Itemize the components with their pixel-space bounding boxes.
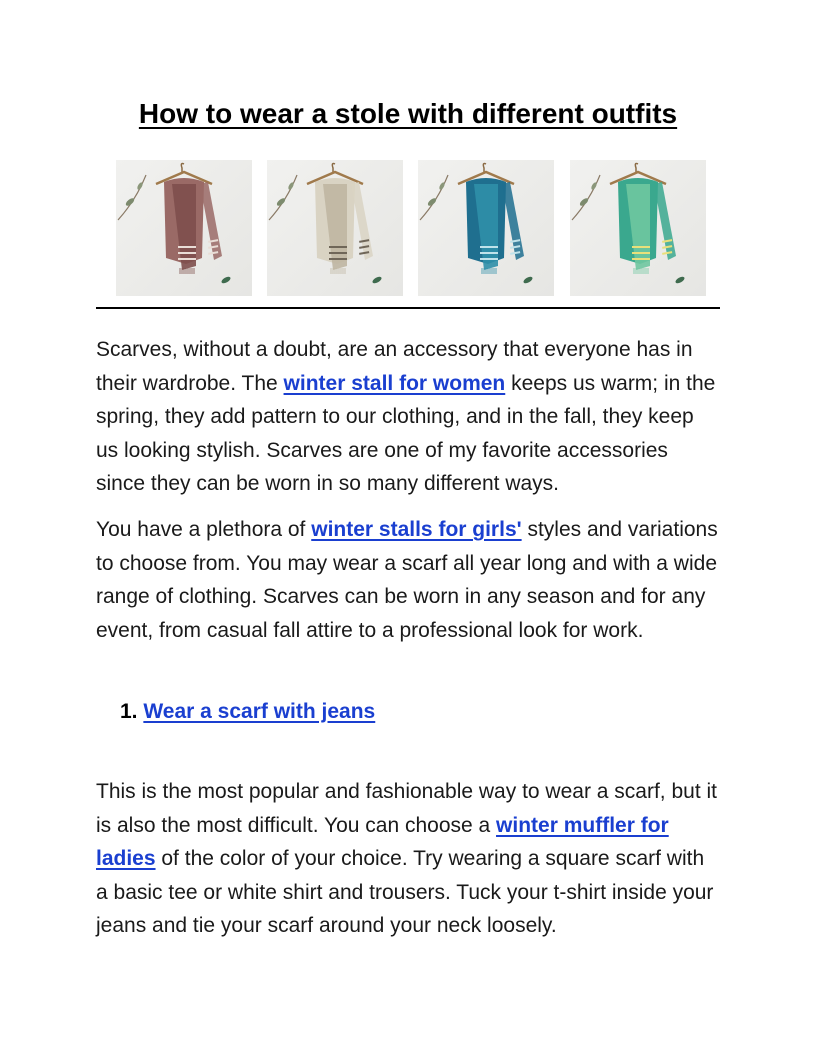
- paragraph-text: You have a plethora of: [96, 518, 312, 541]
- scarf-image-3: [418, 160, 554, 296]
- scarf-gallery: [116, 160, 716, 296]
- scarf-image-4: [570, 160, 706, 296]
- wear-scarf-jeans-link[interactable]: Wear a scarf with jeans: [143, 700, 376, 723]
- page-title: How to wear a stole with different outfits: [138, 98, 678, 129]
- paragraph-text: styles and variations to choose from. You may wear a scarf all year long and with a wide range of clothing. Scarves can be worn in any season and for any event, from casual fall attire to a professional look for work.: [96, 518, 718, 642]
- winter-stalls-girls-link[interactable]: winter stalls for girls': [311, 518, 522, 541]
- list-number: 1.: [120, 700, 138, 723]
- paragraph-text: This is the most popular and fashionable way to wear a scarf, but it is also the most difficult. You can choose a: [96, 780, 717, 837]
- scarf-image-1: [116, 160, 252, 296]
- winter-muffler-link[interactable]: winter muffler for ladies: [96, 813, 669, 870]
- jeans-paragraph: [96, 775, 720, 943]
- paragraph-text: Scarves, without a doubt, are an accessory that everyone has in their wardrobe. The: [96, 338, 693, 395]
- scarf-icon: [418, 160, 554, 296]
- scarf-icon: [570, 160, 706, 296]
- paragraph-text: of the color of your choice. Try wearing a square scarf with a basic tee or white shirt and trousers. Tuck your t-shirt inside your jeans and tie your scarf around your neck loosely.: [96, 847, 714, 937]
- intro-paragraph: [96, 333, 720, 501]
- scarf-icon: [116, 160, 252, 296]
- scarf-icon: [267, 160, 403, 296]
- styles-paragraph: [96, 513, 720, 647]
- scarf-image-2: [267, 160, 403, 296]
- section-heading: [120, 695, 375, 728]
- paragraph-text: keeps us warm; in the spring, they add pattern to our clothing, and in the fall, they keep us looking stylish. Scarves are one of my favorite accessories since they can be worn in so many different ways.: [96, 371, 716, 495]
- divider: [96, 307, 720, 309]
- winter-stall-link[interactable]: winter stall for women: [283, 371, 506, 395]
